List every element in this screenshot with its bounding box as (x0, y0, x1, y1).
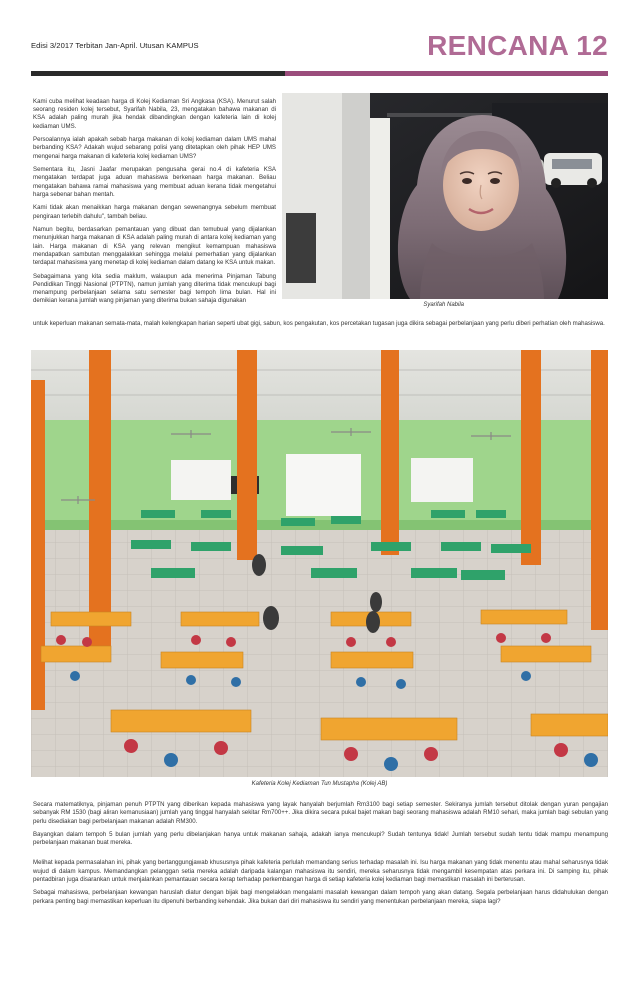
body-paragraph: Sebagai mahasiswa, perbelanjaan kewangan haruslah diatur dengan bijak bagi mengelakkan mengalami masalah kewangan dalam tempoh yang akan datang. Segala perbelanjaan harus didahulukan dengan perkara penting bagi memastikan keperluan itu dipenuhi berbanding kehendak. Jika bukan dari diri mahasiswa itu sendiri yang menentukan perbelanjaan mereka, siapa lagi? (33, 889, 608, 905)
cafeteria-photo (31, 350, 608, 777)
page-header (0, 0, 638, 80)
intro-paragraph: Kami tidak akan menaikkan harga makanan dengan sewenangnya sebelum membuat pengiraan terlebih dahulu", tambah beliau. (33, 204, 276, 220)
edition-line: Edisi 3/2017 Terbitan Jan-April. Utusan KAMPUS (31, 41, 199, 50)
page-number: 12 (576, 30, 608, 61)
intro-column (33, 98, 276, 311)
section-name: RENCANA (427, 30, 569, 61)
portrait-caption: Syarifah Nabila (423, 302, 464, 308)
intro-paragraph: Sementara itu, Jasni Jaafar merupakan pengusaha gerai no.4 di kafeteria KSA mengatakan terdapat juga aduan mahasiswa berkenaan harga makanan. Beliau mengatakan bahawa ramai mahasiswa yang membuat aduan kerana tidak mengetahui harga sebenar bahan mentah. (33, 166, 276, 198)
header-rule-accent (285, 71, 608, 76)
intro-paragraph: Namun begitu, berdasarkan pemantauan yang dibuat dan temubual yang dijalankan menunjukkan harga makanan di KSA adalah paling murah di antara kolej kediaman yang lain. Harga makanan di KSA yang relevan mengikut kemampuan mahasiswa mendapatkan sambutan menggalakkan sehingga melalui pemerhatian yang dijalankan terdapat mahasiswa yang menetap di kolej kediaman dalam datang ke KSA untuk makan. (33, 226, 276, 267)
cafeteria-caption: Kafeteria Kolej Kediaman Tun Mustapha (Kolej AB) (251, 781, 388, 787)
cafeteria-illustration (31, 350, 608, 777)
portrait-photo (282, 93, 608, 299)
section-title (427, 30, 608, 62)
intro-paragraph: Kami cuba melihat keadaan harga di Kolej Kediaman Sri Angkasa (KSA). Menurut salah seorang residen kolej tersebut, Syarifah Nabila, 23, mengatakan bahawa makanan di KSA adalah paling murah jika hendak dibandingkan dengan kafeteria lain di kolej kediaman UMS. (33, 98, 276, 130)
intro-paragraph: Sebagaimana yang kita sedia maklum, walaupun ada menerima Pinjaman Tabung Pendidikan Tinggi Nasional (PTPTN), namun jumlah yang diterima tidak mencukupi bagi menampung perbelanjaan selama satu semester bagi tempoh lima bulan. Hal ini demikian kerana jumlah wang pinjaman yang diterima bukan sahaja digunakan (33, 272, 276, 305)
article-body (33, 801, 608, 911)
body-paragraph: Melihat kepada permasalahan ini, pihak yang bertanggungjawab khususnya pihak kafeteria perlulah memandang serius terhadap masalah ini. Isu harga makanan yang tidak menentu atau mahal seharusnya tidak wujud di dalam kampus. Memandangkan pelanggan setia mereka adalah daripada kalangan mahasiswa itu sendiri, mereka seharusnya tidak mengambil kesempatan atas perkara ini. Di samping itu, pihak pentadbiran juga disarankan untuk menjalankan pemantauan secara kerap terhadap perkembangan harga di setiap kafeteria kolej kediaman bagi memastikan masalah ini berterusan. (33, 859, 608, 884)
intro-paragraph: Persoalannya ialah apakah sebab harga makanan di kolej kediaman dalam UMS mahal berbanding KSA? Adakah wujud sebarang polisi yang ditetapkan oleh pihak HEP UMS mengenai harga makanan di kafeteria kolej kediaman UMS? (33, 136, 276, 160)
body-paragraph: Secara matematiknya, pinjaman penuh PTPTN yang diberikan kepada mahasiswa yang layak hanyalah berjumlah Rm3100 bagi setiap semester. Sekiranya jumlah tersebut ditolak dengan yuran pengajian sebanyak RM 1530 (bagi aliran kemanusiaan) jumlah yang tinggal hanyalah sekitar Rm700++. Jika dikira secara pukal bajet makan bagi seorang mahasiswa adalah RM10 sehari, maka jumlah bagi sebulan yang perlu disediakan bagi perbelanjaan makanan adalah RM300. (33, 801, 608, 825)
body-paragraph: Bayangkan dalam tempoh 5 bulan jumlah yang perlu dibelanjakan hanya untuk makanan sahaja, adakah ianya mencukupi? Sudah tentunya tidak! Jumlah tersebut sudah tentu tidak mampu menampung perbelanjaan makanan buat mereka. (33, 830, 608, 847)
portrait-illustration (282, 93, 608, 299)
article-continuation: untuk keperluan makanan semata-mata, malah kelengkapan harian seperti ubat gigi, sabun, kos pengakutan, kos percetakan tugasan juga dikira sebagai perbelanjaan yang perlu diberi perhatian oleh mahasiswa. (33, 320, 605, 327)
header-rule-dark (31, 71, 285, 76)
